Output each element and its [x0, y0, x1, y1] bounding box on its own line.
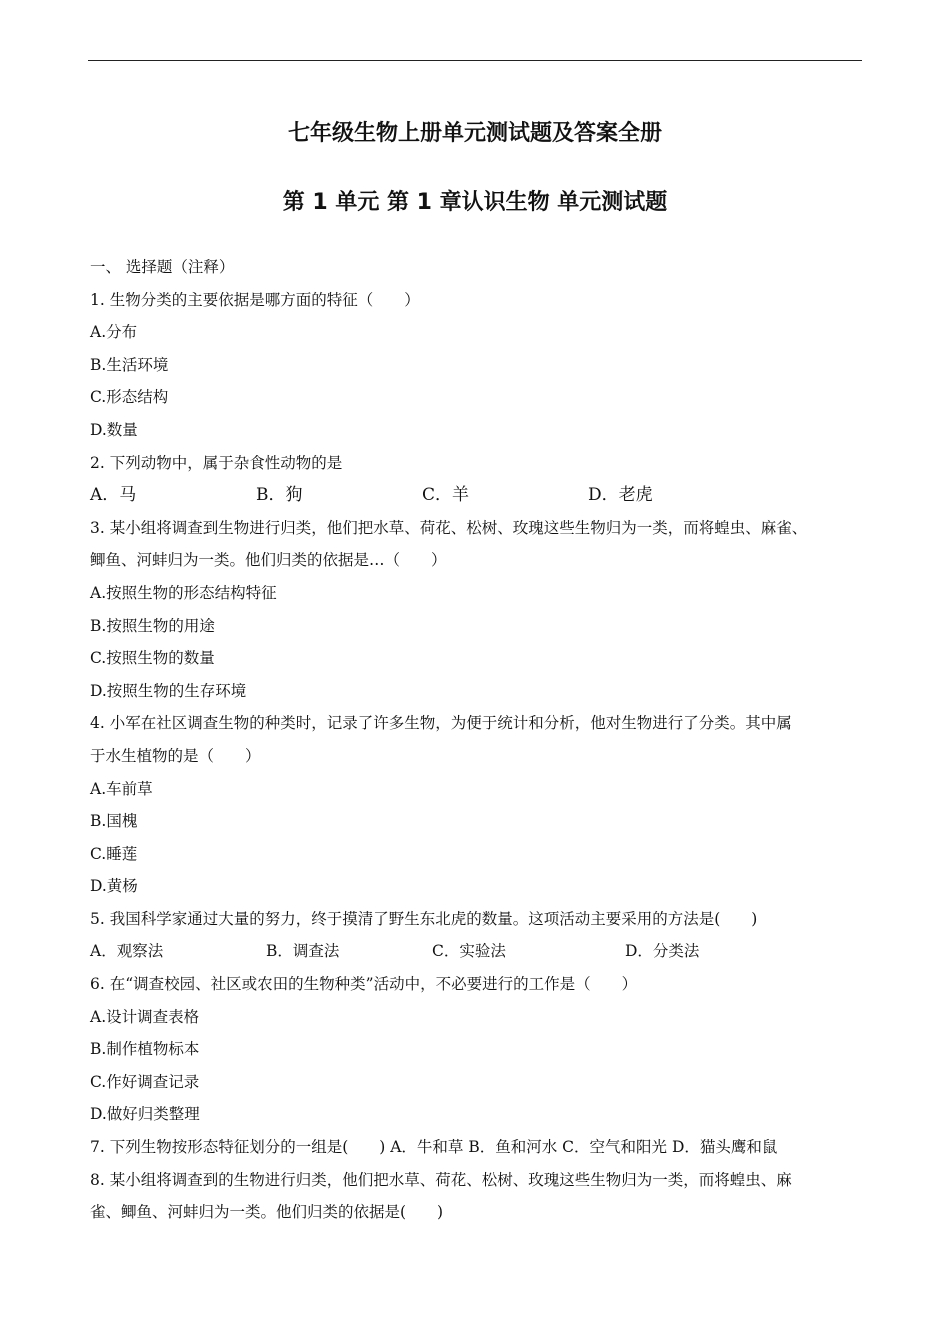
question-stem: 鲫鱼、河蚌归为一类。他们归类的依据是…（ ）	[90, 551, 447, 570]
option-row	[90, 935, 860, 968]
question-stem: 2. 下列动物中，属于杂食性动物的是	[90, 453, 343, 472]
option: B.生活环境	[90, 355, 169, 374]
question-stem: 4. 小军在社区调查生物的种类时，记录了许多生物，为便于统计和分析，他对生物进行了分类。其中属	[90, 714, 792, 733]
option: C．羊	[422, 485, 470, 506]
question-stem: 5. 我国科学家通过大量的努力，终于摸清了野生东北虎的数量。这项活动主要采用的方法是( )	[90, 909, 758, 928]
option: D.数量	[90, 420, 138, 439]
option: D．分类法	[625, 942, 700, 961]
option: D.黄杨	[90, 877, 138, 896]
document-subtitle: 第 1 单元 第 1 章认识生物 单元测试题	[282, 190, 668, 215]
option: A.设计调查表格	[90, 1007, 200, 1026]
option: A.按照生物的形态结构特征	[90, 583, 277, 602]
option: B．狗	[256, 485, 303, 506]
option: B．调查法	[266, 942, 340, 961]
question-stem: 于水生植物的是（ ）	[90, 746, 261, 765]
option: D.做好归类整理	[90, 1105, 200, 1124]
question-stem: 6. 在“调查校园、社区或农田的生物种类”活动中，不必要进行的工作是（ ）	[90, 975, 638, 994]
document-body	[90, 251, 860, 1229]
option: B.制作植物标本	[90, 1040, 200, 1059]
option: A.分布	[90, 323, 138, 342]
option: C.睡莲	[90, 844, 138, 863]
question-stem: 8. 某小组将调查到的生物进行归类，他们把水草、荷花、松树、玫瑰这些生物归为一类，而将蝗虫、麻	[90, 1170, 792, 1189]
question-stem: 3. 某小组将调查到生物进行归类，他们把水草、荷花、松树、玫瑰这些生物归为一类，而将蝗虫、麻雀、	[90, 518, 808, 537]
option: B.按照生物的用途	[90, 616, 215, 635]
document-title: 七年级生物上册单元测试题及答案全册	[287, 121, 662, 146]
question-stem: 7. 下列生物按形态特征划分的一组是( ) A．牛和草 B．鱼和河水 C．空气和阳光 D．猫头鹰和鼠	[90, 1138, 778, 1157]
option: B.国槐	[90, 812, 138, 831]
option: C.按照生物的数量	[90, 649, 215, 668]
option: C．实验法	[432, 942, 506, 961]
option: C.作好调查记录	[90, 1072, 200, 1091]
option: D．老虎	[588, 485, 653, 506]
option-row	[90, 479, 860, 512]
option: A.车前草	[90, 779, 153, 798]
option: A．马	[90, 485, 137, 506]
header-rule	[88, 60, 862, 61]
option: D.按照生物的生存环境	[90, 681, 247, 700]
section-heading: 一、 选择题（注释）	[90, 258, 235, 276]
option: A．观察法	[90, 942, 164, 961]
question-stem: 1. 生物分类的主要依据是哪方面的特征（ ）	[90, 290, 420, 309]
question-stem: 雀、鲫鱼、河蚌归为一类。他们归类的依据是( )	[90, 1203, 444, 1222]
option: C.形态结构	[90, 388, 169, 407]
